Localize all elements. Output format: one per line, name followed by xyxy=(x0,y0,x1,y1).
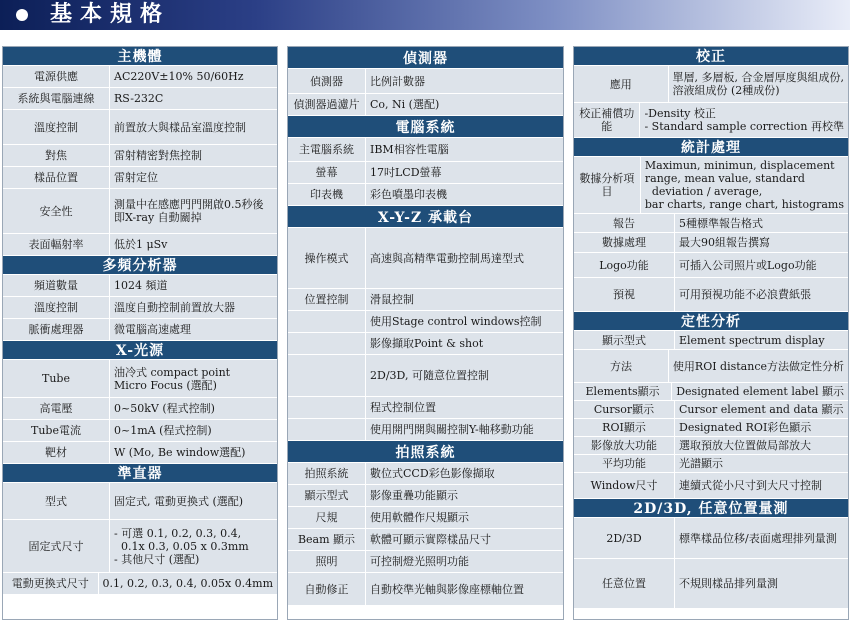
spec-row xyxy=(288,311,563,333)
spec-label: Beam 顯示 xyxy=(288,529,366,550)
spec-row xyxy=(574,214,848,233)
spec-value-line: 自動校準光軸與影像座標軸位置 xyxy=(370,582,524,596)
spec-row xyxy=(288,507,563,529)
page-title: 基本規格 xyxy=(50,2,171,27)
spec-value xyxy=(675,401,848,418)
spec-row xyxy=(288,289,563,311)
spec-label: 樣品位置 xyxy=(3,167,110,188)
spec-value-line: 前置放大與樣品室溫度控制 xyxy=(114,120,246,134)
spec-row xyxy=(574,350,848,383)
spec-value xyxy=(366,69,563,93)
spec-row xyxy=(574,278,848,312)
spec-value xyxy=(110,360,277,397)
spec-row xyxy=(288,228,563,289)
spec-value-line: 使用Stage control windows控制 xyxy=(370,315,542,328)
spec-value xyxy=(675,214,848,232)
spec-value-line: 0~50kV (程式控制) xyxy=(114,402,215,415)
spec-value xyxy=(366,138,563,161)
spec-value-line: 5種標準報告格式 xyxy=(679,216,763,230)
spec-label xyxy=(288,419,366,440)
spec-row xyxy=(288,397,563,419)
spec-label: 偵測器 xyxy=(288,69,366,93)
spec-label: 靶材 xyxy=(3,442,110,463)
spec-row xyxy=(574,157,848,214)
spec-row xyxy=(288,184,563,206)
spec-label: 溫度控制 xyxy=(3,110,110,144)
spec-value-line: 光譜顯示 xyxy=(679,457,723,470)
spec-row xyxy=(3,420,277,442)
spec-value-line: 選取預放大位置做局部放大 xyxy=(679,439,811,452)
spec-row xyxy=(288,69,563,94)
spec-value xyxy=(672,383,848,400)
spec-column-3 xyxy=(573,46,849,620)
section-header: 偵測器 xyxy=(288,47,563,69)
spec-label xyxy=(288,355,366,396)
spec-value xyxy=(366,551,563,572)
spec-value xyxy=(366,573,563,605)
spec-row xyxy=(574,518,848,559)
spec-value xyxy=(675,518,848,558)
spec-row xyxy=(3,573,277,595)
spec-label: 螢幕 xyxy=(288,162,366,183)
spec-row xyxy=(574,401,848,419)
spec-value xyxy=(110,234,277,255)
spec-label: 電動更換式尺寸 xyxy=(3,573,99,594)
section-header: 準直器 xyxy=(3,464,277,483)
spec-label: 照明 xyxy=(288,551,366,572)
spec-value xyxy=(110,398,277,419)
spec-value xyxy=(110,167,277,188)
spec-value xyxy=(366,162,563,183)
spec-value xyxy=(366,463,563,484)
spec-row xyxy=(3,66,277,88)
spec-value-line: 標準樣品位移/表面處理排列量測 xyxy=(679,531,837,545)
spec-label: 影像放大功能 xyxy=(574,437,675,454)
spec-value-line: 最大90組報告撰寫 xyxy=(679,236,770,249)
spec-value xyxy=(110,66,277,87)
spec-label: ROI顯示 xyxy=(574,419,675,436)
spec-value xyxy=(110,189,277,233)
spec-label: 應用 xyxy=(574,66,669,102)
spec-label: 型式 xyxy=(3,483,110,519)
spec-row xyxy=(574,419,848,437)
spec-row xyxy=(574,253,848,278)
spec-value xyxy=(366,419,563,440)
spec-label: 偵測器過濾片 xyxy=(288,94,366,115)
spec-row xyxy=(288,529,563,551)
spec-label: 預視 xyxy=(574,278,675,311)
spec-label: 顯示型式 xyxy=(288,485,366,506)
spec-value xyxy=(110,520,277,572)
spec-value-line: Maximun, minimun, displacement xyxy=(644,159,835,172)
section-header: 拍照系統 xyxy=(288,441,563,463)
spec-row xyxy=(3,145,277,167)
spec-label: 系統與電腦連線 xyxy=(3,88,110,109)
spec-row xyxy=(574,383,848,401)
spec-value xyxy=(366,184,563,205)
spec-value-line: 2D/3D, 可隨意位置控制 xyxy=(370,369,489,382)
section-header: 主機體 xyxy=(3,47,277,66)
spec-value xyxy=(110,145,277,166)
spec-label: 對焦 xyxy=(3,145,110,166)
spec-label: 主電腦系統 xyxy=(288,138,366,161)
spec-row xyxy=(3,110,277,145)
spec-label: 安全性 xyxy=(3,189,110,233)
bullet-icon xyxy=(16,9,28,21)
spec-label xyxy=(288,333,366,354)
spec-value-line: 溫度自動控制前置放大器 xyxy=(114,301,235,314)
spec-label: 脈衝處理器 xyxy=(3,319,110,340)
spec-value xyxy=(366,355,563,396)
spec-label: 表面輻射率 xyxy=(3,234,110,255)
spec-value-line: 高速與高精準電動控制馬達型式 xyxy=(370,251,524,265)
spec-label: 自動修正 xyxy=(288,573,366,605)
spec-value-line: - Standard sample correction 再校準 xyxy=(644,120,844,133)
spec-row xyxy=(574,473,848,499)
spec-value-line: 不規則樣品排列量測 xyxy=(679,577,778,590)
spec-label: 操作模式 xyxy=(288,228,366,288)
spec-row xyxy=(3,275,277,297)
spec-value-line: 固定式, 電動更換式 (選配) xyxy=(114,494,244,508)
spec-value xyxy=(366,485,563,506)
spec-value xyxy=(641,157,848,213)
spec-value xyxy=(366,311,563,332)
spec-value xyxy=(110,442,277,463)
spec-value xyxy=(675,253,848,277)
spec-label: 電源供應 xyxy=(3,66,110,87)
spec-value-line: W (Mo, Be window選配) xyxy=(114,446,246,459)
spec-value-line: 0.1x 0.3, 0.05 x 0.3mm xyxy=(114,539,249,553)
spec-row xyxy=(288,162,563,184)
spec-value-line: 彩色噴墨印表機 xyxy=(370,188,447,201)
spec-value-line: 程式控制位置 xyxy=(370,401,436,414)
spec-label: 方法 xyxy=(574,350,669,382)
spec-label xyxy=(288,397,366,418)
spec-value-line: Co, Ni (選配) xyxy=(370,98,440,111)
spec-row xyxy=(288,419,563,441)
spec-value-line: 雷射精密對焦控制 xyxy=(114,149,202,162)
spec-value-line: 即X-ray 自動關掉 xyxy=(114,211,202,224)
spec-value-line: 滑鼠控制 xyxy=(370,293,414,306)
spec-label: Tube xyxy=(3,360,110,397)
spec-value xyxy=(675,331,848,349)
spec-value-line: - 其他尺寸 (選配) xyxy=(114,552,200,566)
spec-label: 平均功能 xyxy=(574,455,675,472)
spec-row xyxy=(288,551,563,573)
spec-value xyxy=(669,66,848,102)
spec-row xyxy=(288,573,563,606)
spec-label: 顯示型式 xyxy=(574,331,675,349)
spec-value-line: 使用軟體作尺規顯示 xyxy=(370,511,469,524)
spec-label: Window尺寸 xyxy=(574,473,675,498)
spec-value-line: 影像擷取Point & shot xyxy=(370,337,484,350)
spec-value-line: Designated element label 顯示 xyxy=(676,385,844,398)
section-header: 電腦系統 xyxy=(288,116,563,138)
spec-value xyxy=(669,350,848,382)
spec-label: 校正補償功能 xyxy=(574,103,640,137)
spec-value xyxy=(110,110,277,144)
spec-value-line: bar charts, range chart, histograms xyxy=(644,198,844,211)
spec-label: 印表機 xyxy=(288,184,366,205)
spec-value xyxy=(675,473,848,498)
spec-row xyxy=(288,463,563,485)
spec-label: 拍照系統 xyxy=(288,463,366,484)
spec-column-1 xyxy=(2,46,278,620)
spec-value-line: 軟體可顯示實際樣品尺寸 xyxy=(370,533,491,546)
spec-row xyxy=(574,66,848,103)
spec-label: 溫度控制 xyxy=(3,297,110,318)
spec-value-line: 數位式CCD彩色影像擷取 xyxy=(370,467,495,480)
spec-row xyxy=(3,360,277,398)
spec-value-line: range, mean value, standard xyxy=(644,172,805,185)
spec-value-line: 油冷式 compact point xyxy=(114,365,231,379)
section-header: 多頻分析器 xyxy=(3,256,277,275)
spec-label: 尺規 xyxy=(288,507,366,528)
spec-value xyxy=(366,507,563,528)
spec-value xyxy=(675,559,848,608)
section-header: 校正 xyxy=(574,47,848,66)
spec-value xyxy=(675,455,848,472)
spec-label: 2D/3D xyxy=(574,518,675,558)
spec-label: Cursor顯示 xyxy=(574,401,675,418)
spec-value xyxy=(110,88,277,109)
spec-label: 固定式尺寸 xyxy=(3,520,110,572)
spec-value-line: IBM相容性電腦 xyxy=(370,143,449,156)
spec-value-line: 連續式從小尺寸到大尺寸控制 xyxy=(679,479,822,492)
spec-value-line: Element spectrum display xyxy=(679,333,825,347)
spec-value xyxy=(110,275,277,296)
spec-row xyxy=(3,88,277,110)
spec-value-line: 可控制燈光照明功能 xyxy=(370,555,469,568)
spec-value-line: 0~1mA (程式控制) xyxy=(114,424,212,437)
spec-value xyxy=(110,297,277,318)
spec-value-line: Designated ROI彩色顯示 xyxy=(679,421,812,434)
spec-label: Elements顯示 xyxy=(574,383,672,400)
spec-value xyxy=(366,228,563,288)
spec-row xyxy=(574,455,848,473)
spec-value-line: AC220V±10% 50/60Hz xyxy=(114,70,244,83)
spec-label: 頻道數量 xyxy=(3,275,110,296)
spec-value-line: 可插入公司照片或Logo功能 xyxy=(679,258,817,272)
spec-value xyxy=(99,573,278,594)
spec-row xyxy=(574,233,848,253)
spec-label: 報告 xyxy=(574,214,675,232)
spec-value-line: 影像重疊功能顯示 xyxy=(370,489,458,502)
spec-row xyxy=(288,138,563,162)
spec-value-line: deviation / average, xyxy=(644,185,763,198)
spec-value-line: 使用ROI distance方法做定性分析 xyxy=(672,359,844,373)
spec-row xyxy=(3,234,277,256)
spec-value-line: 17吋LCD螢幕 xyxy=(370,166,442,179)
spec-row xyxy=(288,94,563,116)
spec-value xyxy=(675,437,848,454)
spec-value-line: Cursor element and data 顯示 xyxy=(679,403,844,416)
spec-label: Logo功能 xyxy=(574,253,675,277)
spec-value xyxy=(366,529,563,550)
spec-value-line: RS-232C xyxy=(114,92,164,105)
spec-row xyxy=(288,355,563,397)
spec-row xyxy=(574,437,848,455)
spec-value-line: 0.1, 0.2, 0.3, 0.4, 0.05x 0.4mm xyxy=(102,577,273,590)
section-header: 定性分析 xyxy=(574,312,848,331)
spec-value xyxy=(366,94,563,115)
section-header: X-Y-Z 承載台 xyxy=(288,206,563,228)
spec-value-line: 1024 頻道 xyxy=(114,279,168,292)
spec-value-line: - 可選 0.1, 0.2, 0.3, 0.4, xyxy=(114,526,242,540)
section-header: X-光源 xyxy=(3,341,277,360)
spec-value-line: -Density 校正 xyxy=(644,107,716,120)
spec-label: 數據處理 xyxy=(574,233,675,252)
spec-label: 位置控制 xyxy=(288,289,366,310)
spec-row xyxy=(574,331,848,350)
spec-value-line: Micro Focus (選配) xyxy=(114,378,217,392)
spec-row xyxy=(288,333,563,355)
spec-value-line: 測量中在感應門門開啟0.5秒後 xyxy=(114,198,264,211)
section-header: 2D/3D, 任意位置量測 xyxy=(574,499,848,518)
spec-row xyxy=(574,559,848,609)
spec-value xyxy=(640,103,848,137)
spec-value-line: 低於1 μSv xyxy=(114,238,168,251)
spec-label: 數據分析項目 xyxy=(574,157,641,213)
spec-row xyxy=(3,520,277,573)
spec-value xyxy=(110,420,277,441)
spec-value-line: 微電腦高速處理 xyxy=(114,323,191,336)
spec-value-line: 使用開門開與關控制Y-軸移動功能 xyxy=(370,423,534,436)
spec-value-line: 可用預視功能不必浪費紙張 xyxy=(679,288,811,301)
spec-value-line: 溶液組成份 (2種成份) xyxy=(672,84,780,97)
spec-value xyxy=(110,319,277,340)
spec-row xyxy=(3,442,277,464)
spec-value xyxy=(110,483,277,519)
spec-row xyxy=(574,103,848,138)
spec-value-line: 比例計數器 xyxy=(370,74,425,88)
spec-value xyxy=(366,289,563,310)
spec-column-2 xyxy=(287,46,564,620)
spec-label: 任意位置 xyxy=(574,559,675,608)
spec-label xyxy=(288,311,366,332)
section-header: 統計處理 xyxy=(574,138,848,157)
spec-value-line: 雷射定位 xyxy=(114,171,158,184)
spec-row xyxy=(3,167,277,189)
spec-row xyxy=(3,483,277,520)
spec-row xyxy=(3,319,277,341)
spec-value xyxy=(675,278,848,311)
spec-row xyxy=(288,485,563,507)
spec-label: Tube電流 xyxy=(3,420,110,441)
spec-value xyxy=(366,333,563,354)
spec-row xyxy=(3,189,277,234)
spec-value xyxy=(366,397,563,418)
banner xyxy=(0,0,850,30)
spec-value xyxy=(675,233,848,252)
spec-label: 高電壓 xyxy=(3,398,110,419)
spec-row xyxy=(3,398,277,420)
spec-value xyxy=(675,419,848,436)
spec-row xyxy=(3,297,277,319)
spec-value-line: 單層, 多層板, 合金層厚度與組成份, xyxy=(672,71,844,84)
